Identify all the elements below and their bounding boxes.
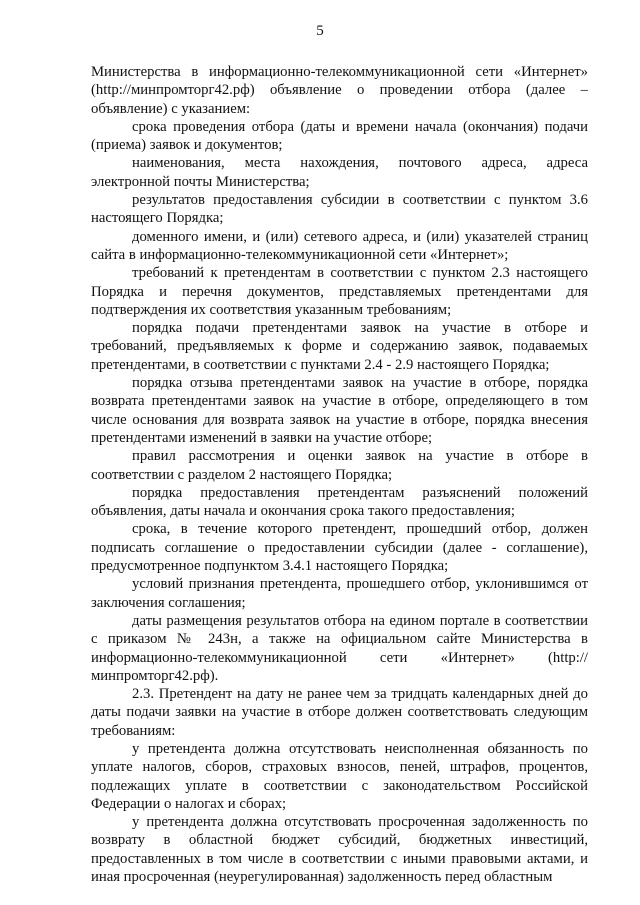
page-number: 5 bbox=[316, 23, 324, 39]
paragraph: у претендента должна отсутствовать неисполненная обязанность по уплате налогов, сборов, страховых взносов, пеней, штрафов, процентов, подлежащих уплате в соответствии с законодательством Российской Федерации о налогах и сборах; bbox=[91, 740, 588, 812]
paragraph: доменного имени, и (или) сетевого адреса, и (или) указателей страниц сайта в информационно-телекоммуникационной сети «Интернет»; bbox=[91, 228, 588, 263]
paragraph: даты размещения результатов отбора на едином портале в соответствии с приказом № 243н, а также на официальном сайте Министерства в информационно-телекоммуникационной сети «Интернет» (http://минпромторг42.рф). bbox=[91, 612, 588, 684]
paragraph: условий признания претендента, прошедшего отбор, уклонившимся от заключения соглашения; bbox=[91, 576, 588, 611]
paragraph: порядка подачи претендентами заявок на участие в отборе и требований, предъявляемых к форме и содержанию заявок, подаваемых претендентами, в соответствии с пунктами 2.4 - 2.9 настоящего Порядка; bbox=[91, 320, 588, 373]
section-2-3-paragraph: 2.3. Претендент на дату не ранее чем за тридцать календарных дней до даты подачи заявки на участие в отборе должен соответствовать следующим требованиям: bbox=[91, 686, 588, 739]
paragraph: порядка отзыва претендентами заявок на участие в отборе, порядка возврата претендентами заявок на участие в отборе, определяющего в том числе основания для возврата заявок на участие в отборе, порядка внесения претендентами изменений в заявки на участие отборе; bbox=[91, 375, 588, 446]
paragraph-continues: у претендента должна отсутствовать просроченная задолженность по возврату в областной бюджет субсидий, бюджетных инвестиций, предоставленных в том числе в соответствии с иными правовыми актами, и иная просроченная (неурегулированная) задолженность перед областным bbox=[91, 814, 588, 886]
document-body bbox=[91, 63, 588, 886]
paragraph: наименования, места нахождения, почтового адреса, адреса электронной почты Министерства; bbox=[91, 155, 588, 190]
paragraph: порядка предоставления претендентам разъяснений положений объявления, даты начала и окончания срока такого предоставления; bbox=[91, 484, 588, 520]
paragraph: результатов предоставления субсидии в соответствии с пунктом 3.6 настоящего Порядка; bbox=[91, 192, 588, 227]
paragraph: требований к претендентам в соответствии с пунктом 2.3 настоящего Порядка и перечня документов, представляемых претендентами для подтверждения их соответствия указанным требованиям; bbox=[91, 265, 588, 318]
paragraph: срока проведения отбора (даты и времени начала (окончания) подачи (приема) заявок и документов; bbox=[91, 118, 588, 154]
paragraph: срока, в течение которого претендент, прошедший отбор, должен подписать соглашение о предоставлении субсидии (далее - соглашение), предусмотренное подпунктом 3.4.1 настоящего Порядка; bbox=[91, 521, 588, 575]
paragraph: правил рассмотрения и оценки заявок на участие в отборе в соответствии с разделом 2 настоящего Порядка; bbox=[91, 448, 588, 483]
paragraph-continued: Министерства в информационно-телекоммуникационной сети «Интернет» (http://минпромторг42.рф) объявление о проведении отбора (далее – объявление) с указанием: bbox=[91, 64, 588, 117]
